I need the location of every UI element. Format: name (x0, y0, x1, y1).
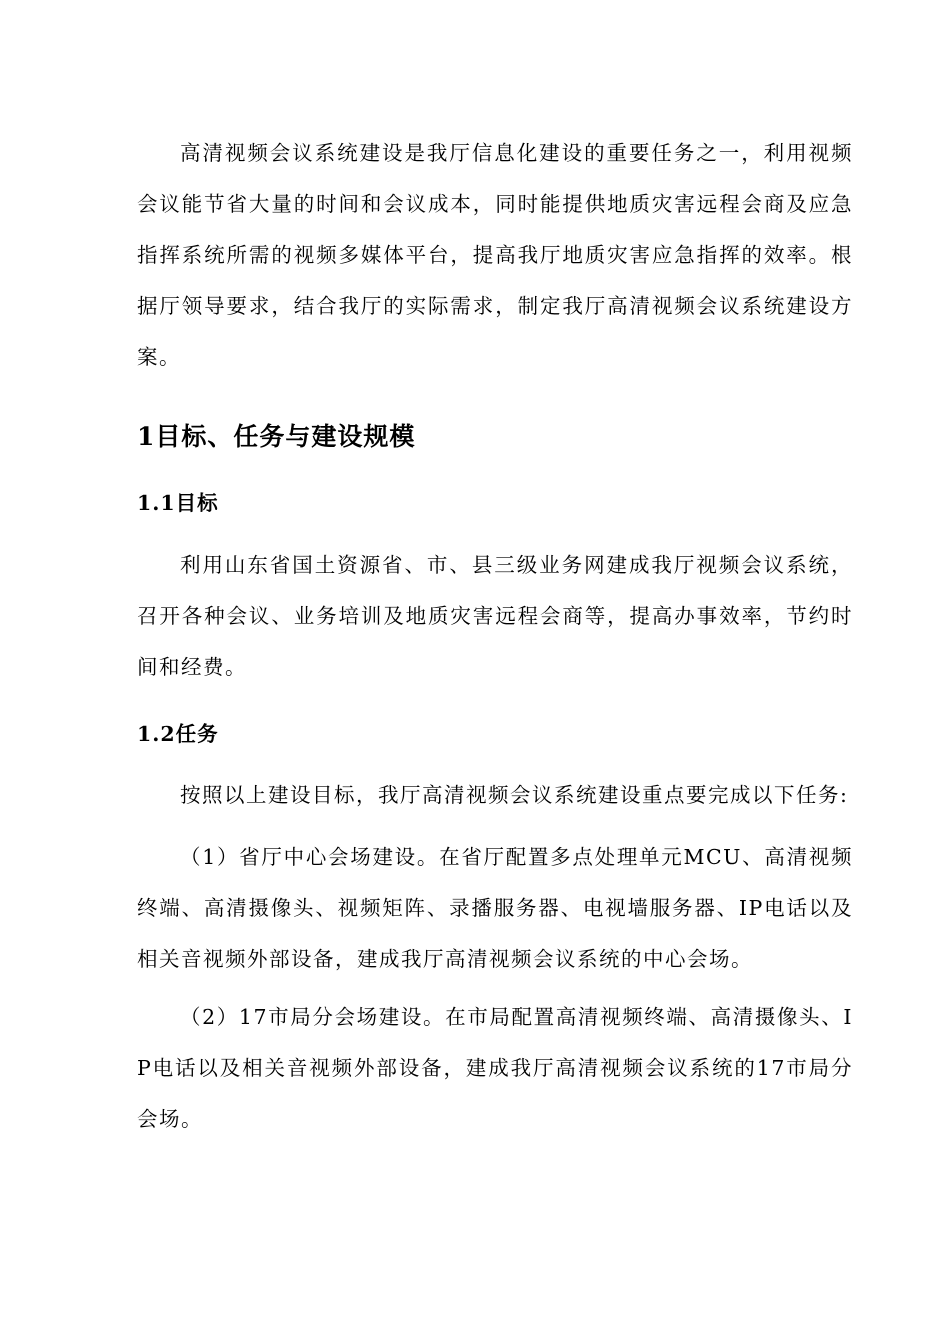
intro-paragraph: 高清视频会议系统建设是我厅信息化建设的重要任务之一，利用视频会议能节省大量的时间和会议成本，同时能提供地质灾害远程会商及应急指挥系统所需的视频多媒体平台，提高我厅地质灾害应急指挥的效率。根据厅领导要求，结合我厅的实际需求，制定我厅高清视频会议系统建设方案。 (137, 141, 853, 369)
goal-paragraph: 利用山东省国土资源省、市、县三级业务网建成我厅视频会议系统，召开各种会议、业务培训及地质灾害远程会商等，提高办事效率，节约时间和经费。 (137, 553, 853, 679)
section-heading-1: 1目标、任务与建设规模 (137, 422, 416, 451)
task-intro-paragraph: 按照以上建设目标，我厅高清视频会议系统建设重点要完成以下任务: (180, 783, 849, 807)
subsection-heading-1-2: 1.2任务 (137, 722, 219, 746)
task-item-1: （1）省厅中心会场建设。在省厅配置多点处理单元MCU、高清视频终端、高清摄像头、视频矩阵、录播服务器、电视墙服务器、IP电话以及相关音视频外部设备，建成我厅高清视频会议系统的中心会场。 (137, 845, 853, 971)
subsection-heading-1-1: 1.1目标 (137, 491, 219, 515)
task-item-2: （2）17市局分会场建设。在市局配置高清视频终端、高清摄像头、IP电话以及相关音视频外部设备，建成我厅高清视频会议系统的17市局分会场。 (137, 1005, 853, 1131)
